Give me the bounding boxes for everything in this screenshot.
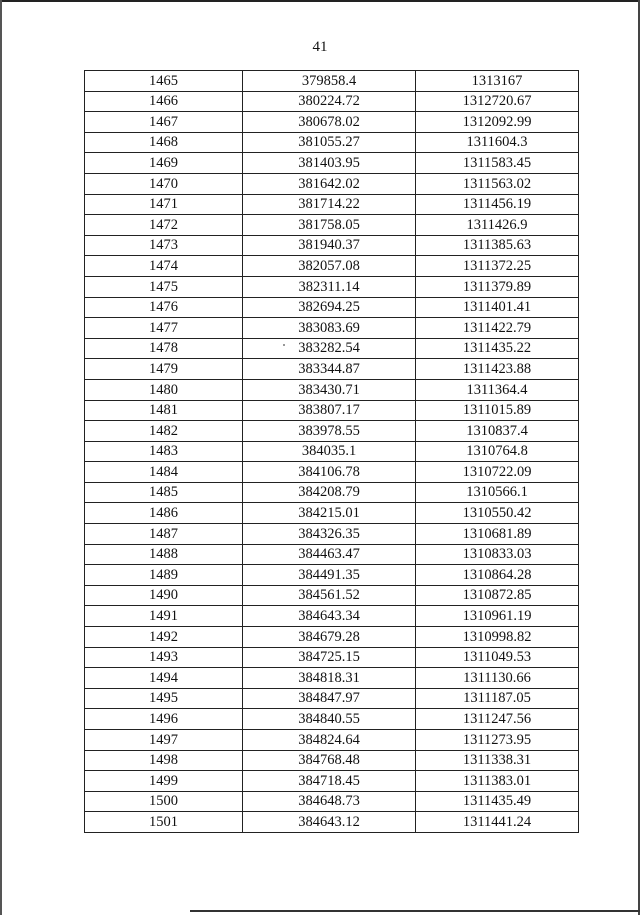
point-number-cell: 1465	[85, 71, 243, 92]
table-row	[85, 132, 579, 153]
coordinate-table	[84, 70, 579, 833]
point-number-cell: 1487	[85, 524, 243, 545]
point-number-cell: 1480	[85, 379, 243, 400]
point-number-cell: 1500	[85, 791, 243, 812]
y-coordinate-cell: 1312720.67	[416, 91, 579, 112]
y-coordinate-cell: 1311441.24	[416, 812, 579, 833]
x-coordinate-cell: 380678.02	[243, 112, 416, 133]
table-row	[85, 668, 579, 689]
table-row	[85, 730, 579, 751]
table-row	[85, 235, 579, 256]
table-row	[85, 709, 579, 730]
point-number-cell: 1481	[85, 400, 243, 421]
x-coordinate-cell: 381758.05	[243, 215, 416, 236]
point-number-cell: 1494	[85, 668, 243, 689]
x-coordinate-cell: 384725.15	[243, 647, 416, 668]
y-coordinate-cell: 1311456.19	[416, 194, 579, 215]
table-row	[85, 462, 579, 483]
table-row	[85, 688, 579, 709]
point-number-cell: 1488	[85, 544, 243, 565]
point-number-cell: 1479	[85, 359, 243, 380]
x-coordinate-cell: 383282.54	[243, 338, 416, 359]
y-coordinate-cell: 1311385.63	[416, 235, 579, 256]
point-number-cell: 1485	[85, 482, 243, 503]
scan-edge-left	[0, 0, 2, 915]
x-coordinate-cell: 383807.17	[243, 400, 416, 421]
table-row	[85, 215, 579, 236]
y-coordinate-cell: 1311423.88	[416, 359, 579, 380]
y-coordinate-cell: 1313167	[416, 71, 579, 92]
x-coordinate-cell: 381642.02	[243, 173, 416, 194]
point-number-cell: 1469	[85, 153, 243, 174]
y-coordinate-cell: 1311364.4	[416, 379, 579, 400]
point-number-cell: 1474	[85, 256, 243, 277]
table-row	[85, 194, 579, 215]
x-coordinate-cell: 382694.25	[243, 297, 416, 318]
x-coordinate-cell: 384215.01	[243, 503, 416, 524]
x-coordinate-cell: 384643.34	[243, 606, 416, 627]
x-coordinate-cell: 384768.48	[243, 750, 416, 771]
y-coordinate-cell: 1310550.42	[416, 503, 579, 524]
table-row	[85, 503, 579, 524]
point-number-cell: 1491	[85, 606, 243, 627]
x-coordinate-cell: 383430.71	[243, 379, 416, 400]
x-coordinate-cell: 384491.35	[243, 565, 416, 586]
y-coordinate-cell: 1311338.31	[416, 750, 579, 771]
y-coordinate-cell: 1311563.02	[416, 173, 579, 194]
y-coordinate-cell: 1311187.05	[416, 688, 579, 709]
table-row	[85, 771, 579, 792]
table-row	[85, 400, 579, 421]
point-number-cell: 1498	[85, 750, 243, 771]
x-coordinate-cell: 384818.31	[243, 668, 416, 689]
point-number-cell: 1489	[85, 565, 243, 586]
point-number-cell: 1496	[85, 709, 243, 730]
scan-edge-bottom	[190, 910, 640, 912]
y-coordinate-cell: 1311379.89	[416, 276, 579, 297]
y-coordinate-cell: 1311422.79	[416, 318, 579, 339]
page-number: 41	[312, 39, 328, 55]
x-coordinate-cell: 382311.14	[243, 276, 416, 297]
point-number-cell: 1477	[85, 318, 243, 339]
x-coordinate-cell: 384824.64	[243, 730, 416, 751]
y-coordinate-cell: 1311130.66	[416, 668, 579, 689]
y-coordinate-cell: 1312092.99	[416, 112, 579, 133]
table-row	[85, 606, 579, 627]
y-coordinate-cell: 1311435.49	[416, 791, 579, 812]
point-number-cell: 1486	[85, 503, 243, 524]
y-coordinate-cell: 1311604.3	[416, 132, 579, 153]
point-number-cell: 1483	[85, 441, 243, 462]
point-number-cell: 1467	[85, 112, 243, 133]
x-coordinate-cell: 384840.55	[243, 709, 416, 730]
table-row	[85, 750, 579, 771]
table-row	[85, 112, 579, 133]
point-number-cell: 1478	[85, 338, 243, 359]
x-coordinate-cell: 384643.12	[243, 812, 416, 833]
y-coordinate-cell: 1311583.45	[416, 153, 579, 174]
table-row	[85, 173, 579, 194]
point-number-cell: 1501	[85, 812, 243, 833]
x-coordinate-cell: 381055.27	[243, 132, 416, 153]
y-coordinate-cell: 1310998.82	[416, 627, 579, 648]
table-row	[85, 647, 579, 668]
table-row	[85, 482, 579, 503]
x-coordinate-cell: 383083.69	[243, 318, 416, 339]
coordinate-table-body	[85, 71, 579, 833]
table-row	[85, 71, 579, 92]
x-coordinate-cell: 381714.22	[243, 194, 416, 215]
point-number-cell: 1497	[85, 730, 243, 751]
x-coordinate-cell: 384106.78	[243, 462, 416, 483]
point-number-cell: 1493	[85, 647, 243, 668]
table-row	[85, 256, 579, 277]
x-coordinate-cell: 381403.95	[243, 153, 416, 174]
x-coordinate-cell: 379858.4	[243, 71, 416, 92]
table-row	[85, 585, 579, 606]
y-coordinate-cell: 1311273.95	[416, 730, 579, 751]
table-row	[85, 91, 579, 112]
point-number-cell: 1466	[85, 91, 243, 112]
y-coordinate-cell: 1311049.53	[416, 647, 579, 668]
point-number-cell: 1484	[85, 462, 243, 483]
table-row	[85, 276, 579, 297]
table-row	[85, 791, 579, 812]
x-coordinate-cell: 384463.47	[243, 544, 416, 565]
x-coordinate-cell: 384847.97	[243, 688, 416, 709]
y-coordinate-cell: 1310864.28	[416, 565, 579, 586]
table-row	[85, 565, 579, 586]
x-coordinate-cell: 384679.28	[243, 627, 416, 648]
table-row	[85, 627, 579, 648]
table-row	[85, 544, 579, 565]
table-row	[85, 812, 579, 833]
point-number-cell: 1490	[85, 585, 243, 606]
x-coordinate-cell: 380224.72	[243, 91, 416, 112]
x-coordinate-cell: 381940.37	[243, 235, 416, 256]
table-row	[85, 441, 579, 462]
y-coordinate-cell: 1310764.8	[416, 441, 579, 462]
y-coordinate-cell: 1311401.41	[416, 297, 579, 318]
x-coordinate-cell: 384208.79	[243, 482, 416, 503]
scan-speck	[283, 344, 285, 346]
y-coordinate-cell: 1311435.22	[416, 338, 579, 359]
y-coordinate-cell: 1310961.19	[416, 606, 579, 627]
y-coordinate-cell: 1310722.09	[416, 462, 579, 483]
x-coordinate-cell: 384648.73	[243, 791, 416, 812]
x-coordinate-cell: 384718.45	[243, 771, 416, 792]
table-row	[85, 359, 579, 380]
point-number-cell: 1468	[85, 132, 243, 153]
table-row	[85, 297, 579, 318]
y-coordinate-cell: 1310837.4	[416, 421, 579, 442]
table-row	[85, 338, 579, 359]
y-coordinate-cell: 1310681.89	[416, 524, 579, 545]
x-coordinate-cell: 382057.08	[243, 256, 416, 277]
table-row	[85, 318, 579, 339]
x-coordinate-cell: 384561.52	[243, 585, 416, 606]
point-number-cell: 1473	[85, 235, 243, 256]
table-row	[85, 153, 579, 174]
y-coordinate-cell: 1311383.01	[416, 771, 579, 792]
y-coordinate-cell: 1310833.03	[416, 544, 579, 565]
point-number-cell: 1495	[85, 688, 243, 709]
x-coordinate-cell: 383344.87	[243, 359, 416, 380]
table-row	[85, 379, 579, 400]
point-number-cell: 1499	[85, 771, 243, 792]
point-number-cell: 1472	[85, 215, 243, 236]
table-row	[85, 421, 579, 442]
y-coordinate-cell: 1311426.9	[416, 215, 579, 236]
scan-edge-top	[0, 0, 640, 2]
y-coordinate-cell: 1310872.85	[416, 585, 579, 606]
y-coordinate-cell: 1311372.25	[416, 256, 579, 277]
y-coordinate-cell: 1311247.56	[416, 709, 579, 730]
x-coordinate-cell: 384326.35	[243, 524, 416, 545]
table-row	[85, 524, 579, 545]
y-coordinate-cell: 1311015.89	[416, 400, 579, 421]
x-coordinate-cell: 383978.55	[243, 421, 416, 442]
point-number-cell: 1471	[85, 194, 243, 215]
point-number-cell: 1470	[85, 173, 243, 194]
point-number-cell: 1476	[85, 297, 243, 318]
y-coordinate-cell: 1310566.1	[416, 482, 579, 503]
point-number-cell: 1482	[85, 421, 243, 442]
point-number-cell: 1475	[85, 276, 243, 297]
point-number-cell: 1492	[85, 627, 243, 648]
x-coordinate-cell: 384035.1	[243, 441, 416, 462]
